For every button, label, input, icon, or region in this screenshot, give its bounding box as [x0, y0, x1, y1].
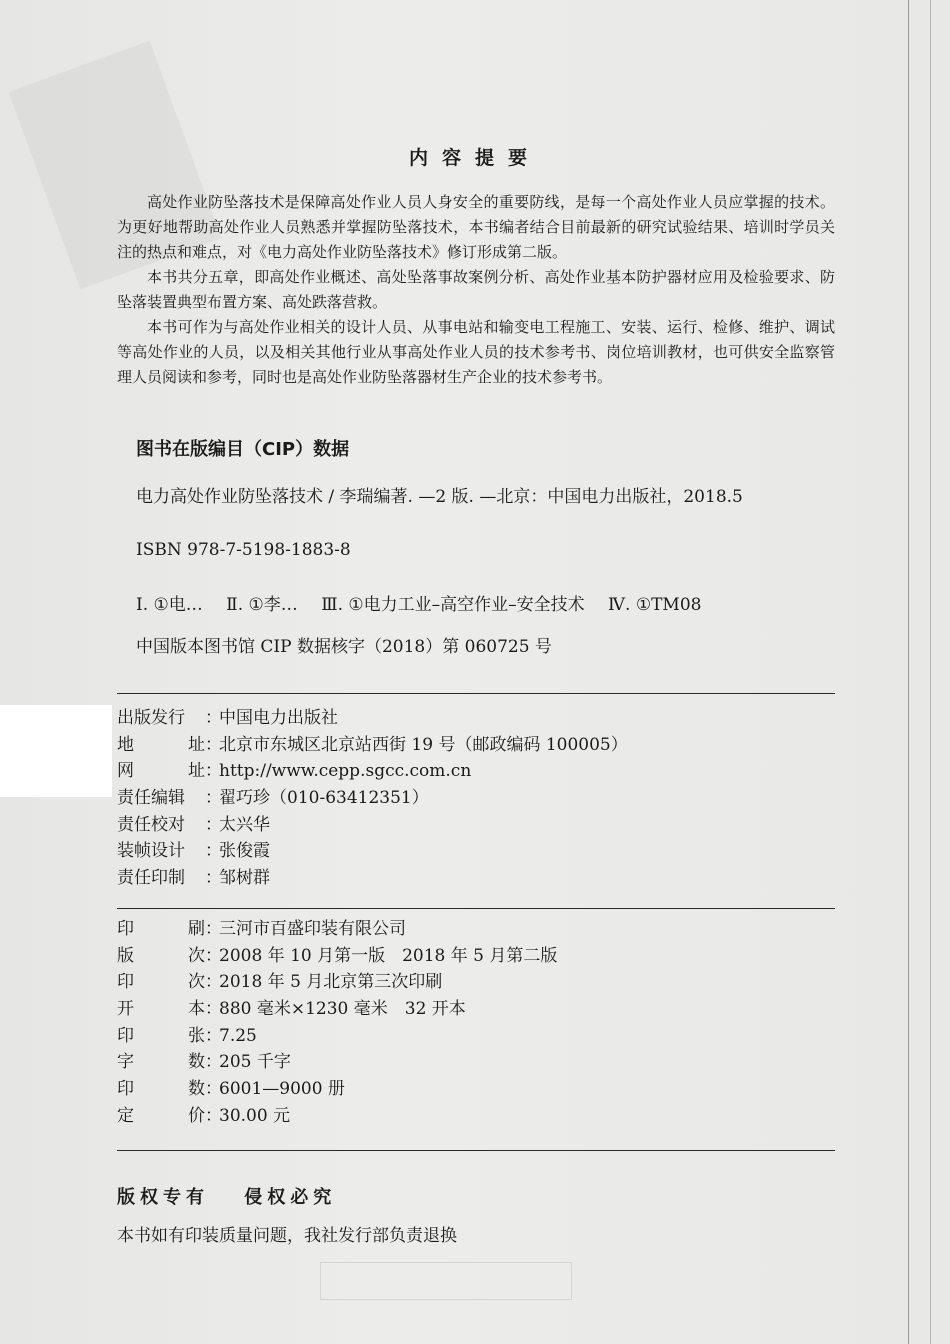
info-value: 7.25	[219, 1025, 257, 1046]
info-row: 责任编辑 ： 翟巧珍（010-63412351）	[117, 785, 628, 812]
divider	[117, 693, 835, 694]
rights-note: 本书如有印装质量问题，我社发行部负责退换	[117, 1226, 457, 1246]
info-row: 印刷 ： 三河市百盛印装有限公司	[117, 916, 557, 943]
classification-item: Ⅰ. ①电…	[136, 595, 203, 615]
divider	[117, 908, 835, 909]
redaction-patch	[0, 705, 112, 797]
classification-item: Ⅳ. ①TM08	[608, 595, 702, 615]
info-value: 太兴华	[219, 814, 270, 835]
info-value: 中国电力出版社	[219, 708, 338, 728]
info-label: 责任编辑	[117, 788, 185, 809]
classification	[136, 590, 856, 615]
info-row: 地址 ： 北京市东城区北京站西街 19 号（邮政编码 100005）	[117, 732, 628, 759]
info-row: 装帧设计 ： 张俊霞	[117, 838, 628, 865]
summary-paragraph: 本书共分五章，即高处作业概述、高处坠落事故案例分析、高处作业基本防护器材应用及检验要求、防坠落装置典型布置方案、高处跌落营救。	[117, 268, 835, 311]
info-row: 出版发行 ： 中国电力出版社	[117, 705, 628, 732]
info-label: 印次	[117, 972, 205, 993]
summary-body	[117, 190, 835, 390]
info-value: 北京市东城区北京站西街 19 号（邮政编码 100005）	[219, 734, 628, 755]
info-label: 字数	[117, 1052, 205, 1073]
info-row: 印次 ： 2018 年 5 月北京第三次印刷	[117, 969, 557, 996]
rights-title	[117, 1183, 360, 1209]
cip-verification: 中国版本图书馆 CIP 数据核字（2018）第 060725 号	[136, 637, 552, 657]
classification-item: Ⅱ. ①李…	[226, 595, 298, 615]
page-edge-line	[908, 0, 909, 1344]
info-row: 开本 ： 880 毫米×1230 毫米 32 开本	[117, 996, 557, 1023]
info-label: 出版发行	[117, 708, 185, 728]
info-row: 定价 ： 30.00 元	[117, 1103, 557, 1130]
info-value: 6001—9000 册	[219, 1079, 345, 1100]
info-value: 30.00 元	[219, 1105, 291, 1126]
rights-title-left: 版权专有	[117, 1187, 209, 1208]
info-row: 责任校对 ： 太兴华	[117, 812, 628, 839]
info-label: 印张	[117, 1025, 205, 1046]
info-value: 880 毫米×1230 毫米 32 开本	[219, 999, 466, 1020]
info-row: 版次 ： 2008 年 10 月第一版 2018 年 5 月第二版	[117, 943, 557, 970]
isbn: ISBN 978-7-5198-1883-8	[136, 540, 351, 560]
summary-title: 内容提要	[408, 147, 541, 169]
info-value: 205 千字	[219, 1052, 291, 1073]
summary-paragraph: 高处作业防坠落技术是保障高处作业人员人身安全的重要防线，是每一个高处作业人员应掌握的技术。为更好地帮助高处作业人员熟悉并掌握防坠落技术，本书编者结合目前最新的研究试验结果、培训时学员关注的热点和难点，对《电力高处作业防坠落技术》修订形成第二版。	[117, 193, 835, 261]
page-edge-line	[930, 0, 931, 1344]
cip-entry: 电力高处作业防坠落技术 / 李瑞编著. —2 版. —北京：中国电力出版社，2018.5	[136, 487, 743, 507]
info-label: 印数	[117, 1079, 205, 1100]
info-row: 字数 ： 205 千字	[117, 1049, 557, 1076]
info-value: 邹树群	[219, 868, 270, 889]
info-label: 定价	[117, 1105, 205, 1126]
cip-heading: 图书在版编目（CIP）数据	[136, 439, 350, 460]
info-label: 责任印制	[117, 868, 185, 889]
bleed-through-logo	[320, 1262, 572, 1300]
info-value: 翟巧珍（010-63412351）	[219, 788, 429, 809]
print-info	[117, 916, 557, 1130]
info-row: 印张 ： 7.25	[117, 1023, 557, 1050]
info-label: 版次	[117, 945, 205, 966]
info-value: 三河市百盛印装有限公司	[219, 919, 406, 939]
divider	[117, 1150, 835, 1151]
info-row: 网址 ： http://www.cepp.sgcc.com.cn	[117, 758, 628, 785]
info-value: 张俊霞	[219, 841, 270, 862]
classification-item: Ⅲ. ①电力工业–高空作业–安全技术	[321, 595, 585, 615]
summary-paragraph: 本书可作为与高处作业相关的设计人员、从事电站和输变电工程施工、安装、运行、检修、维护、调试等高处作业的人员，以及相关其他行业从事高处作业人员的技术参考书、岗位培训教材，也可供安全监察管理人员阅读和参考，同时也是高处作业防坠落器材生产企业的技术参考书。	[117, 318, 835, 386]
rights-title-right: 侵权必究	[244, 1187, 337, 1208]
info-value: 2008 年 10 月第一版 2018 年 5 月第二版	[219, 945, 558, 966]
info-value: http://www.cepp.sgcc.com.cn	[219, 761, 472, 782]
info-label: 装帧设计	[117, 841, 185, 862]
info-label: 印刷	[117, 919, 205, 939]
info-row: 印数 ： 6001—9000 册	[117, 1076, 557, 1103]
info-label: 开本	[117, 999, 205, 1020]
info-label: 地址	[117, 734, 205, 755]
publisher-info	[117, 705, 628, 892]
info-label: 责任校对	[117, 814, 185, 835]
info-value: 2018 年 5 月北京第三次印刷	[219, 972, 443, 993]
info-label: 网址	[117, 761, 205, 782]
info-row: 责任印制 ： 邹树群	[117, 865, 628, 892]
